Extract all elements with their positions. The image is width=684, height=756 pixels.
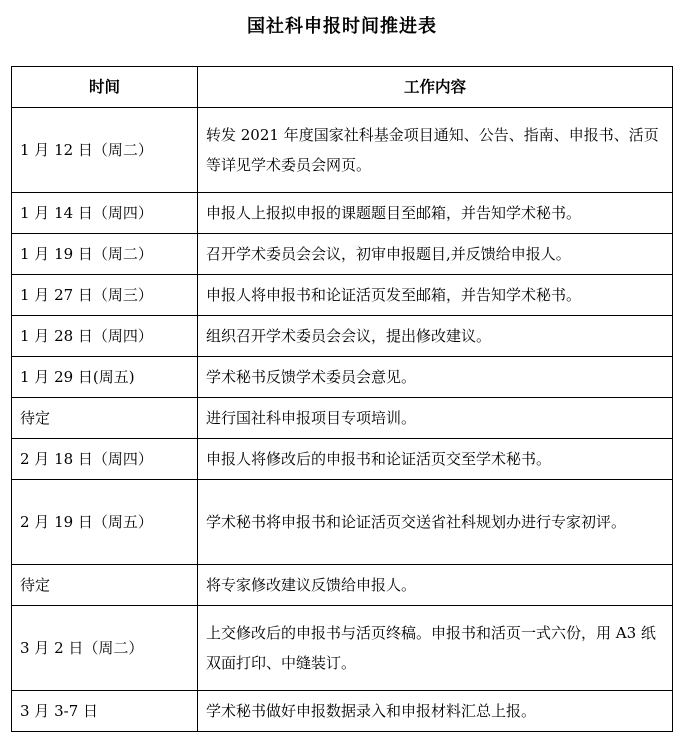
- document-title: 国社科申报时间推进表: [247, 16, 437, 37]
- time-cell: 1 月 27 日（周三）: [12, 275, 198, 316]
- time-cell: 待定: [12, 565, 198, 606]
- table-row: [12, 108, 673, 193]
- table-row: [12, 193, 673, 234]
- content-cell: 学术秘书做好申报数据录入和申报材料汇总上报。: [198, 691, 673, 732]
- content-cell: 申报人上报拟申报的课题题目至邮箱，并告知学术秘书。: [198, 193, 673, 234]
- table-row: [12, 565, 673, 606]
- time-cell: 1 月 29 日(周五): [12, 357, 198, 398]
- content-cell: 进行国社科申报项目专项培训。: [198, 398, 673, 439]
- table-row: [12, 691, 673, 732]
- schedule-table: [11, 66, 673, 732]
- table-row: [12, 234, 673, 275]
- time-cell: 1 月 14 日（周四）: [12, 193, 198, 234]
- table-row: [12, 439, 673, 480]
- table-row: [12, 316, 673, 357]
- time-cell: 1 月 28 日（周四）: [12, 316, 198, 357]
- content-cell: 将专家修改建议反馈给申报人。: [198, 565, 673, 606]
- table-row: [12, 398, 673, 439]
- time-cell: 1 月 12 日（周二）: [12, 108, 198, 193]
- content-cell: 申报人将申报书和论证活页发至邮箱，并告知学术秘书。: [198, 275, 673, 316]
- table-row: [12, 275, 673, 316]
- time-cell: 1 月 19 日（周二）: [12, 234, 198, 275]
- content-cell: 组织召开学术委员会会议，提出修改建议。: [198, 316, 673, 357]
- content-cell: 转发 2021 年度国家社科基金项目通知、公告、指南、申报书、活页等详见学术委员会网页。: [198, 108, 673, 193]
- content-cell: 召开学术委员会会议，初审申报题目,并反馈给申报人。: [198, 234, 673, 275]
- time-cell: 3 月 2 日（周二）: [12, 606, 198, 691]
- content-cell: 学术秘书将申报书和论证活页交送省社科规划办进行专家初评。: [198, 480, 673, 565]
- table-header-row: [12, 67, 673, 108]
- header-content: 工作内容: [198, 67, 673, 108]
- content-cell: 学术秘书反馈学术委员会意见。: [198, 357, 673, 398]
- content-cell: 申报人将修改后的申报书和论证活页交至学术秘书。: [198, 439, 673, 480]
- time-cell: 待定: [12, 398, 198, 439]
- time-cell: 2 月 19 日（周五）: [12, 480, 198, 565]
- time-cell: 2 月 18 日（周四）: [12, 439, 198, 480]
- table-row: [12, 357, 673, 398]
- content-cell: 上交修改后的申报书与活页终稿。申报书和活页一式六份，用 A3 纸双面打印、中缝装订。: [198, 606, 673, 691]
- header-time: 时间: [12, 67, 198, 108]
- time-cell: 3 月 3-7 日: [12, 691, 198, 732]
- table-row: [12, 606, 673, 691]
- table-row: [12, 480, 673, 565]
